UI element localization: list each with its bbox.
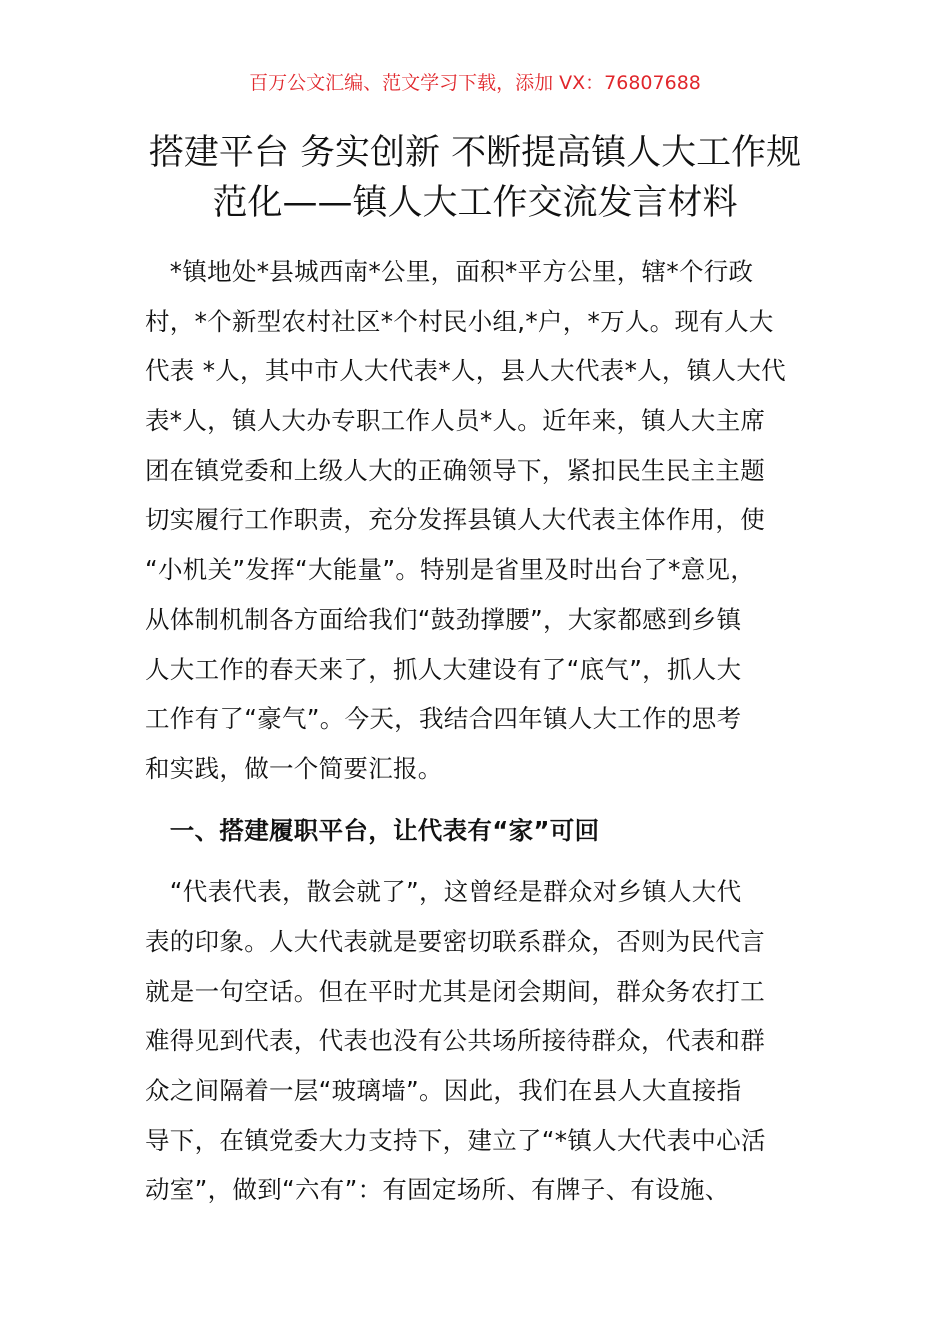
text-line: 众之间隔着一层“玻璃墙”。因此，我们在县人大直接指 [145, 1076, 742, 1105]
watermark-header: 百万公文汇编、范文学习下载，添加 VX：76807688 [249, 72, 701, 94]
document-body [145, 247, 845, 1215]
text-line: 从体制机制各方面给我们“鼓劲撑腰”，大家都感到乡镇 [145, 604, 742, 634]
text-line: 就是一句空话。但在平时尤其是闭会期间，群众务农打工 [145, 976, 765, 1006]
text-line: “代表代表，散会就了”，这曾经是群众对乡镇人大代 [145, 877, 742, 907]
text-line: 动室”，做到“六有”：有固定场所、有牌子、有设施、 [145, 1175, 730, 1205]
text-line: 工作有了“豪气”。今天，我结合四年镇人大工作的思考 [145, 704, 742, 734]
text-line: “小机关”发挥“大能量”。特别是省里及时出台了*意见， [145, 555, 756, 585]
text-line: 难得见到代表，代表也没有公共场所接待群众，代表和群 [145, 1026, 765, 1056]
text-line: 人大工作的春天来了，抓人大建设有了“底气”，抓人大 [145, 654, 742, 684]
section-heading: 一、搭建履职平台，让代表有“家”可回 [145, 815, 600, 845]
document-title [0, 128, 950, 228]
text-line: 表*人，镇人大办专职工作人员*人。近年来，镇人大主席 [145, 406, 766, 436]
text-line: 导下，在镇党委大力支持下，建立了“*镇人大代表中心活 [145, 1125, 766, 1155]
paragraph-intro [145, 247, 845, 794]
text-line: 村，*个新型农村社区*个村民小组,*户，*万人。现有人大 [145, 306, 774, 336]
text-line: 表的印象。人大代表就是要密切联系群众，否则为民代言 [145, 926, 765, 956]
text-line: 代表 *人，其中市人大代表*人，县人大代表*人，镇人大代 [145, 356, 786, 386]
text-line: 切实履行工作职责，充分发挥县镇人大代表主体作用，使 [145, 505, 765, 535]
paragraph-section1 [145, 867, 845, 1215]
title-line: 搭建平台 务实创新 不断提高镇人大工作规 [148, 133, 802, 173]
text-line: 和实践，做一个简要汇报。 [145, 753, 443, 783]
title-line: 范化——镇人大工作交流发言材料 [212, 183, 738, 223]
text-line: 团在镇党委和上级人大的正确领导下，紧扣民生民主主题 [145, 455, 765, 485]
text-line: *镇地处*县城西南*公里，面积*平方公里，辖*个行政 [145, 257, 754, 286]
